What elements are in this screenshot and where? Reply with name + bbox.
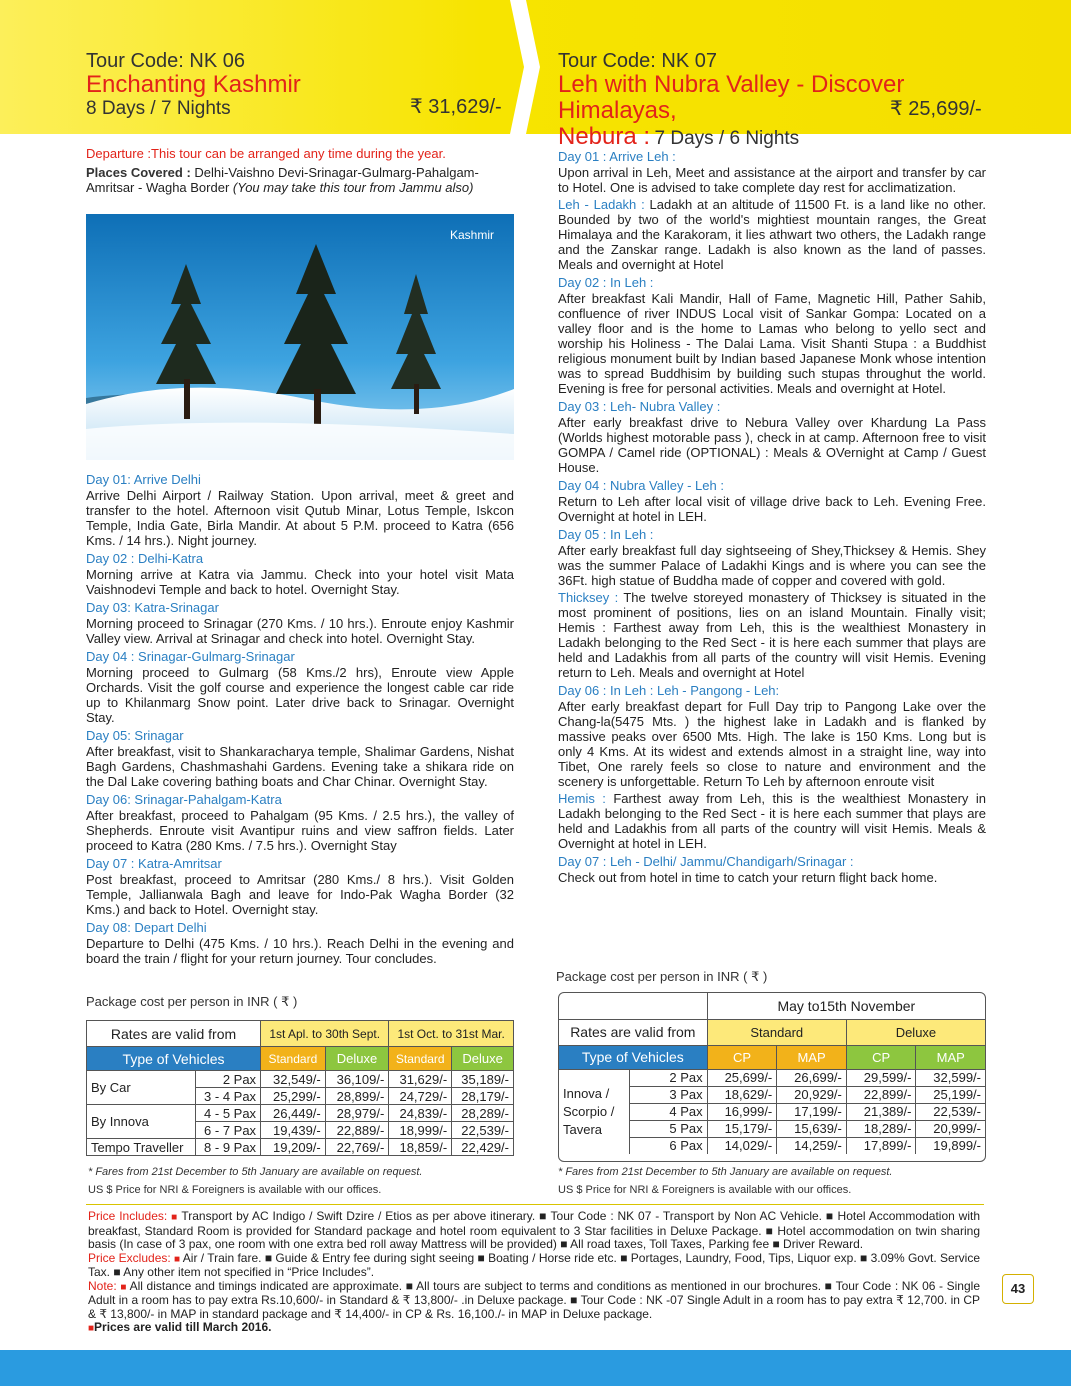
tour-price: ₹ 25,699/- (890, 98, 982, 120)
table-row: 6 Pax 14,029/- 14,259/- 17,899/- 19,899/- (559, 1137, 985, 1154)
day-heading: Day 04 : Srinagar-Gulmarg-Srinagar (86, 649, 295, 664)
map-header: MAP (777, 1045, 847, 1069)
vehicle-type-header: Type of Vehicles (87, 1047, 261, 1071)
standard-header: Standard (389, 1047, 452, 1071)
tour-title: Enchanting Kashmir (86, 71, 301, 98)
day-heading: Day 03 : Leh- Nubra Valley : (558, 399, 721, 414)
day-item (558, 682, 986, 789)
map-header: MAP (916, 1045, 985, 1069)
tour-duration: 8 Days / 7 Nights (86, 98, 231, 119)
day-heading: Day 05: Srinagar (86, 728, 184, 743)
standard-header: Standard (261, 1047, 326, 1071)
period-header: 1st Oct. to 31st Mar. (389, 1021, 514, 1047)
day-item (558, 398, 986, 475)
vehicle-type-header: Type of Vehicles (559, 1045, 707, 1069)
day-item (558, 477, 986, 524)
price-includes: Price Includes: ■ Transport by AC Indigo / Swift Dzire / Etios as per above itinerary. ■ Tour Code : NK 07 - Transport by Non AC Vehicle. ■ Hotel Accommodation with breakfast, Standard Room is provided for Standard package and hotel room equivalent to 3 Star facilities in Deluxe Package. ■ Hotel accommodation on twin sharing basis (In case of 3 pax, one room with one extra bed roll away Mattress will be provided) ■ All road taxes, Toll Taxes, Parking fee ■ Driver Reward. (88, 1209, 981, 1251)
table-row: By Innova 4 - 5 Pax 26,449/- 28,979/- 24,839/- 28,289/- (87, 1105, 514, 1122)
day-heading: Day 07 : Katra-Amritsar (86, 856, 222, 871)
place-item: Thicksey : The twelve storeyed monastery of Thicksey is situated in the most prominent of positions, lies on an island Mountain. Finally visit; Hemis : Farthest away from Leh, this is the wealthiest Monastery in Ladakh belonging to the Red Sect - it is here each summer that plays are held and Ladakhis from all parts of the country will visit Hemis. Evening return to Leh. Meals and overnight at Hotel (558, 590, 987, 680)
day-heading: Day 08: Depart Delhi (86, 920, 207, 935)
snow-landscape-image (86, 214, 514, 460)
day-heading: Day 05 : In Leh : (558, 527, 654, 542)
vehicle-cell: By Car (87, 1071, 196, 1105)
page-number: 43 (1002, 1274, 1034, 1304)
header-divider-chevron (510, 0, 540, 134)
day-text: After early breakfast full day sightseeing of Shey,Thicksey & Hemis. Shey was the summer Palace of Ladakhi Kings and is where you can see the 36Ft. high statue of Buddha made of copper and covered with gold. (558, 543, 986, 588)
deluxe-header: Deluxe (325, 1047, 389, 1071)
day-text: After early breakfast drive to Nebura Valley over Khardung La Pass (Worlds highest motorable pass ), check in at camp. Afternoon free to visit GOMPA / Camel ride (OPTIONAL) : Meals & OVernight at Camp / Guest House. (558, 415, 986, 475)
day-heading: Day 01: Arrive Delhi (86, 472, 201, 487)
day-text: Upon arrival in Leh, Meet and assistance at the airport and transfer by car to Hotel. One is advised to take complete day rest for acclimatization. (558, 165, 986, 195)
left-rates-table (86, 1020, 514, 1156)
package-cost-label: Package cost per person in INR ( ₹ ) (86, 994, 298, 1009)
cp-header: CP (846, 1045, 916, 1069)
usd-note: US $ Price for NRI & Foreigners is available with our offices. (88, 1184, 382, 1196)
table-row: By Car 2 Pax 32,549/- 36,109/- 31,629/- 35,189/- (87, 1071, 514, 1088)
departure-text: Departure :This tour can be arranged any time during the year. (86, 146, 446, 161)
standard-header: Standard (707, 1019, 846, 1045)
tour-price: ₹ 31,629/- (410, 96, 502, 118)
notes: Note: ■ All distance and timings indicated are approximate. ■ All tours are subject to terms and conditions as mentioned in our brochures. ■ Tour Code : NK 06 - Single Adult in a room has to pay extra Rs.10,600/- in Standard & ₹ 13,800/- .in Deluxe package. ■ Tour Code : NK -07 Single Adult in a room has to pay extra ₹ 12,700. in CP & ₹ 13,800/- in MAP in standard package and ₹ 14,400/- in CP & Rs. 16,100./- in MAP in Deluxe package. (88, 1278, 980, 1321)
photo-caption: Kashmir (449, 228, 494, 242)
deluxe-header: Deluxe (452, 1047, 514, 1071)
rates-valid-label: Rates are valid from (559, 1019, 707, 1045)
left-intro (86, 146, 514, 195)
day-text: Arrive Delhi Airport / Railway Station. Upon arrival, meet & greet and transfer to the hotel. Afternoon visit Qutub Minar, Lotus Temple, Iskcon Temple, India Gate, Birla Mandir. At about 5 P.M. proceed to Katra (656 Kms. / 14 hrs.). Night journey. (86, 488, 514, 548)
rates-valid-label: Rates are valid from (87, 1021, 261, 1047)
day-text: Check out from hotel in time to catch your return flight back home. (558, 870, 938, 885)
vehicle-cell: By Innova (87, 1105, 196, 1139)
day-text: After breakfast Kali Mandir, Hall of Fame, Magnetic Hill, Pather Sahib, confluence of river INDUS Local visit of Sankar Gompa: Located on a valley floor and is the home to Lamas who belong to yello sect and worship his Holiness - The Dalai Lama. Visit Shanti Stupa : a Buddhist religious monument built by Indian based Japanese Monk whose intention was to spread Buddhisim by building such stupas throughut the world. Evening is free for personal activities. Meals and overnight at Hotel. (558, 291, 986, 396)
day-item (558, 526, 986, 588)
day-heading: Day 04 : Nubra Valley - Leh : (558, 478, 724, 493)
day-text: Morning proceed to Srinagar (270 Kms. / 10 hrs.). Enroute enjoy Kashmir Valley view. Arrival at Srinagar and check into hotel. Overnight Stay. (86, 616, 514, 646)
table-row: 4 Pax 16,999/- 17,199/- 21,389/- 22,539/- (559, 1103, 985, 1120)
day-text: Post breakfast, proceed to Amritsar (280 Kms./ 8 hrs.). Visit Golden Temple, Jallianwala Bagh and leave for Indo-Pak Wagha Border (32 Kms.) and back to Hotel. Overnight stay. (86, 872, 514, 917)
table-row: 3 Pax 18,629/- 20,929/- 22,899/- 25,199/- (559, 1086, 985, 1103)
day-heading: Day 03: Katra-Srinagar (86, 600, 219, 615)
day-item (86, 648, 514, 725)
footer-terms (88, 1210, 980, 1336)
season-header: May to15th November (707, 993, 985, 1019)
day-heading: Day 06: Srinagar-Pahalgam-Katra (86, 792, 282, 807)
day-text: After breakfast, visit to Shankaracharya temple, Shalimar Gardens, Nishat Bagh Gardens, Chashmashahi Gardens. Evening take a shikara ride on the Dal Lake covering bathing boats and Char Chinar. Overnight Stay. (86, 744, 514, 789)
place-item: Hemis : Farthest away from Leh, this is the wealthiest Monastery in Ladakh belonging to the Red Sect - it is here each summer that plays are held and Ladakhis from all parts of the country will visit Hemis. Meals & Overnight at hotel in LEH. (558, 791, 986, 851)
tour-code: Tour Code: NK 06 (86, 50, 245, 72)
fare-note: * Fares from 21st December to 5th January are available on request. (88, 1166, 423, 1178)
deluxe-header: Deluxe (846, 1019, 985, 1045)
package-cost-label: Package cost per person in INR ( ₹ ) (556, 969, 768, 984)
tour-code: Tour Code: NK 07 (558, 50, 717, 72)
period-header: 1st Apl. to 30th Sept. (261, 1021, 389, 1047)
validity-note: ■Prices are valid till March 2016. (88, 1320, 272, 1334)
day-heading: Day 06 : In Leh : Leh - Pangong - Leh: (558, 683, 780, 698)
table-row: 6 - 7 Pax 19,439/- 22,889/- 18,999/- 22,539/- (87, 1122, 514, 1139)
day-heading: Day 02 : In Leh : (558, 275, 654, 290)
table-row: Tempo Traveller 8 - 9 Pax 19,209/- 22,769/- 18,859/- 22,429/- (87, 1139, 514, 1156)
day-text: Morning proceed to Gulmarg (58 Kms./2 hrs), Enroute view Apple Orchards. Visit the golf course and experience the longest cable car ride up to Khilanmarg Snow point. Later drive back to Srinagar. Overnight Stay. (86, 665, 514, 725)
day-text: After breakfast, proceed to Pahalgam (95 Kms. / 2.5 hrs.), the valley of Shepherds. Enroute visit Avantipur ruins and view saffron fields. Later proceed to Katra (280 Kms. / 7.5 hrs.). Overnight Stay (86, 808, 514, 853)
usd-note: US $ Price for NRI & Foreigners is available with our offices. (558, 1184, 852, 1196)
day-item (558, 274, 986, 396)
day-item (86, 727, 514, 789)
cp-header: CP (707, 1045, 777, 1069)
tour-title: Leh with Nubra Valley - Discover Himalayas, (558, 71, 905, 124)
day-item (86, 599, 514, 646)
tour-title-line2: Nebura : 7 Days / 6 Nights (558, 123, 800, 150)
day-item (86, 550, 514, 597)
day-item (86, 471, 514, 548)
price-excludes: Price Excludes: ■ Air / Train fare. ■ Guide & Entry fee during sight seeing ■ Boating / Horse ride etc. ■ Portages, Laundry, Food, Tips, Liquor exp. ■ 3.09% Govt. Service Tax. ■ Any other item not specified in “Price Includes”. (88, 1250, 980, 1279)
day-heading: Day 01 : Arrive Leh : (558, 149, 676, 164)
vehicle-cell: Innova / Scorpio / Tavera (559, 1069, 630, 1154)
day-item (86, 919, 514, 966)
kashmir-photo (86, 214, 514, 460)
right-rates-table-frame (558, 992, 986, 1162)
place-item: Leh - Ladakh : Ladakh at an altitude of 11500 Ft. is a land like no other. Bounded by two of the world's mightiest mountain ranges, the Great Himalaya and the Karakoram, it lies athwart two others, the Ladakh range and the Zanskar range. Ladakh is also known as the land of passes. Meals and overnight at Hotel (558, 197, 986, 272)
footer-divider (86, 1204, 984, 1205)
day-text: Departure to Delhi (475 Kms. / 10 hrs.). Reach Delhi in the evening and board the train / flight for your return journey. Tour concludes. (86, 936, 514, 966)
day-heading: Day 02 : Delhi-Katra (86, 551, 204, 566)
day-item (86, 791, 514, 853)
table-row: 5 Pax 15,179/- 15,639/- 18,289/- 20,999/- (559, 1120, 985, 1137)
left-itinerary (86, 471, 514, 968)
fare-note: * Fares from 21st December to 5th January are available on request. (558, 1166, 893, 1178)
bottom-bar (0, 1350, 1071, 1386)
day-item (558, 148, 986, 195)
day-heading: Day 07 : Leh - Delhi/ Jammu/Chandigarh/Srinagar : (558, 854, 854, 869)
table-row: Innova / Scorpio / Tavera 2 Pax 25,699/- 26,699/- 29,599/- 32,599/- (559, 1069, 985, 1086)
places-covered: Places Covered : Delhi-Vaishno Devi-Srinagar-Gulmarg-Pahalgam-Amritsar - Wagha Border (You may take this tour from Jammu also) (86, 165, 479, 195)
table-row: 3 - 4 Pax 25,299/- 28,899/- 24,729/- 28,179/- (87, 1088, 514, 1105)
day-item (558, 853, 986, 885)
day-text: Return to Leh after local visit of village drive back to Leh. Evening Free. Overnight at hotel in LEH. (558, 494, 986, 524)
vehicle-cell: Tempo Traveller (87, 1139, 196, 1156)
right-itinerary (558, 148, 986, 887)
day-text: Morning arrive at Katra via Jammu. Check into your hotel visit Mata Vaishnodevi Temple and back to hotel. Overnight Stay. (86, 567, 514, 597)
day-item (86, 855, 514, 917)
day-text: After early breakfast depart for Full Day trip to Pangong Lake over the Chang-la(5475 Mts. ) the highest lake in Ladakh and is flanked by massive peaks over 6500 Mts. High. The lake is 150 Kms. Long but is only 4 Kms. At its widest and extends almost in a straight line, way into Tibet, One rarely feels so close to nature and environment and the scenery is unforgettable. Return To Leh by afternoon enroute visit (558, 699, 986, 789)
right-rates-table (559, 993, 985, 1154)
tour-duration: 7 Days / 6 Nights (654, 128, 800, 149)
